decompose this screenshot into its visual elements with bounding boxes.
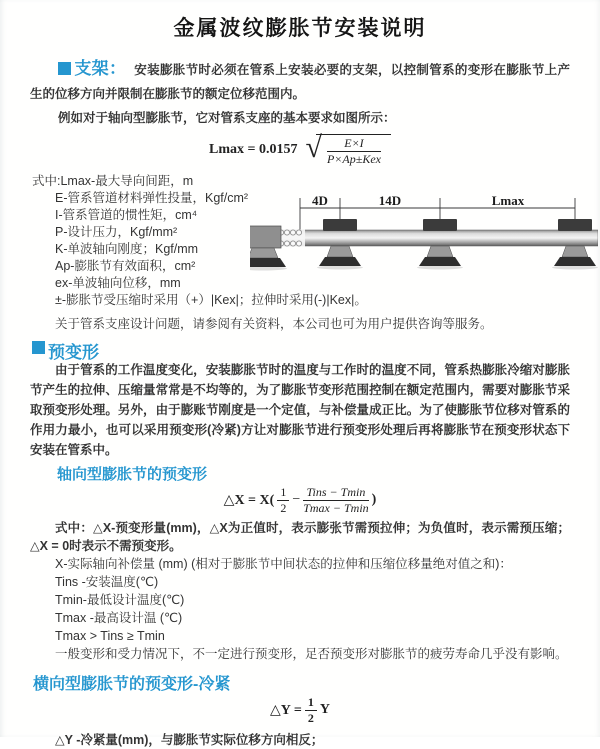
- section-bullet-icon: [32, 341, 45, 354]
- section-bullet-icon: [58, 62, 71, 75]
- preform-section-header: [32, 338, 600, 360]
- lateral-preform-note: △Y -冷紧量(mm)，与膨胀节实际位移方向相反；: [55, 733, 324, 747]
- minus-sign: −: [292, 492, 301, 507]
- lmax-formula-fraction: [327, 137, 381, 166]
- pipe-support-diagram-svg: [250, 192, 598, 274]
- definition-line: 式中:Lmax-最大导向间距，m: [32, 174, 194, 188]
- dimension-label-4d: 4D: [312, 193, 328, 208]
- definition-line: P-设计压力，Kgf/mm²: [55, 225, 178, 239]
- note-line: 一般变形和受力情况下，不一定进行预变形，足否预变形对膨胀节的疲劳寿命几乎没有影响。: [55, 647, 568, 661]
- lmax-formula-numerator: E×I: [327, 137, 381, 152]
- page-title: 金属波纹膨胀节安装说明: [173, 17, 427, 40]
- fraction-numerator: 1: [305, 696, 317, 711]
- one-half-fraction: [277, 486, 289, 515]
- support-intro-text: 安装膨胀节时必须在管系上安装必要的支架，以控制管系的变形在膨胀节上产生的位移方向并限制在膨胀节的额定位移范围内。: [30, 63, 570, 101]
- definition-line: ex-单波轴向位移，mm: [55, 276, 181, 290]
- right-paren: ): [371, 492, 377, 507]
- lmax-formula-lhs: Lmax = 0.0157: [209, 142, 298, 157]
- pipe-support-spacing-diagram: [250, 192, 598, 274]
- axial-preform-formula: [0, 483, 600, 517]
- definition-line: Ap-膨胀节有效面积，cm²: [55, 259, 196, 273]
- one-half-fraction: [305, 696, 317, 725]
- fraction-numerator: Tins − Tmin: [303, 486, 368, 501]
- lateral-preform-formula: [0, 695, 600, 725]
- temperature-fraction: [303, 486, 368, 515]
- support-intro-paragraph: [30, 57, 570, 106]
- axial-formula-lhs: △X = X(: [223, 492, 275, 508]
- axial-preform-notes: [0, 519, 600, 663]
- lmax-formula: [0, 133, 600, 167]
- lateral-preform-subheader: 横向型膨胀节的预变形-冷紧: [33, 676, 231, 693]
- note-line: Tmin-最低设计温度(℃): [55, 593, 185, 607]
- lmax-formula-root-content: [316, 134, 391, 166]
- fraction-denominator: Tmax − Tmin: [303, 500, 369, 515]
- definition-line: ±-膨胀节受压缩时采用（+）|Kex|；拉伸时采用(-)|Kex|。: [55, 293, 367, 307]
- definition-line: I-管系管道的惯性矩，cm⁴: [55, 208, 198, 222]
- definition-line: E-管系管道材料弹性投量，Kgf/cm²: [55, 191, 249, 205]
- lateral-formula-lhs: △Y =: [270, 702, 302, 718]
- preform-section-title: 预变形: [48, 343, 99, 362]
- fraction-denominator: 2: [307, 710, 314, 725]
- support-note-line: 关于管系支座设计问题，请参阅有关资料，本公司也可为用户提供咨询等服务。: [55, 317, 493, 331]
- dimension-label-14d: 14D: [378, 193, 402, 208]
- preform-paragraph: 由于管系的工作温度变化，安装膨胀节时的温度与工作时的温度不同，管系热膨胀冷缩对膨胀节产生的拉伸、压缩量常常是不均等的，为了膨胀节变形范围控制在额定范围内，需要对膨胀节采取预变形处理。另外，由于膨账节刚度是一个定值，与补偿量成正比。为了使膨胀节位移对管系的作用力最小，也可以采用预变形(冷紧)方让对膨胀节进行预变形处理后再将膨胀节在预变形状态下安装在管系中。: [30, 363, 570, 457]
- dimension-label-lmax: Lmax: [491, 193, 525, 208]
- note-line: X-实际轴向补偿量 (mm) (相对于膨胀节中间状态的拉伸和压缩位移量绝对值之和)：: [55, 557, 512, 571]
- note-line: Tins -安装温度(℃): [55, 575, 159, 589]
- definition-line: K-单波轴向刚度；Kgf/mm: [55, 242, 199, 256]
- fraction-numerator: 1: [277, 486, 289, 501]
- lmax-formula-denominator: P×Ap±Kex: [326, 152, 381, 166]
- note-line: 式中：△X-预变形量(mm)，△X为正值时，表示膨张节需预拉伸；为负值时，表示需预压缩；△X = 0时表示不需预变形。: [30, 521, 570, 553]
- support-section-title: 支架：: [74, 59, 127, 78]
- sqrt-radical-icon: √: [305, 131, 322, 164]
- note-line: Tmax > Tins ≥ Tmin: [55, 629, 165, 643]
- support-example-line: 例如对于轴向型膨胀节，它对管系支座的基本要求如图所示：: [58, 111, 396, 125]
- fraction-denominator: 2: [280, 500, 287, 515]
- note-line: Tmax -最高设计温 (℃): [55, 611, 183, 625]
- axial-preform-subheader: 轴向型膨胀节的预变形: [57, 466, 208, 483]
- lateral-formula-rhs: Y: [319, 702, 330, 717]
